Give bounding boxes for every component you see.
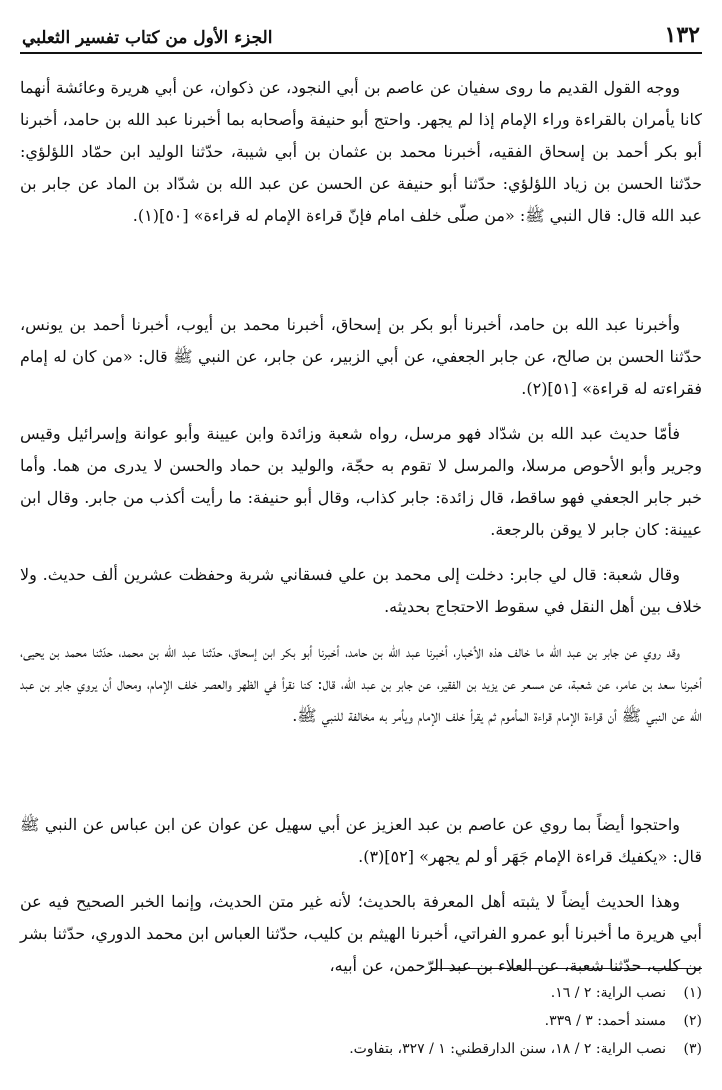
footnote-text: مسند أحمد: ٣ / ٣٣٩. [544,1013,666,1029]
paragraph: واحتجوا أيضاً بما روي عن عاصم بن عبد العزيز عن أبي سهيل عن عوان عن ابن عباس عن النبي ﷺ قال: «يكفيك قراءة الإمام جَهَر أو لم يجهر» [٥٢](٣). [20,815,702,866]
paragraph: فأمّا حديث عبد الله بن شدّاد فهو مرسل، رواه شعبة وزائدة وابن عيينة وأبو عوانة وإسرائيل وقيس وجرير وأبو الأحوص مرسلا، والمرسل لا تقوم به حجّة، والوليد بن حماد والحسن لا يدرى من هما. وأما خبر جابر الجعفي فهو ساقط، قال زائدة: جابر كذاب، وقال أبو حنيفة: ما رأيت أكذب من جابر. وقال ابن عيينة: كان جابر لا يوقن بالرجعة. [20,424,702,539]
footnote [20,979,702,1007]
footnote [20,1007,702,1035]
footnotes [20,968,702,1063]
paragraph: وقال شعبة: قال لي جابر: دخلت إلى محمد بن علي فسقاني شربة وحفظت عشرين ألف حديث. ولا خلاف بين أهل النقل في سقوط الاحتجاج بحديثه. [20,565,702,616]
page-body [20,72,702,982]
footnote-text: نصب الراية: ٢ / ١٦. [550,985,666,1001]
paragraph: وهذا الحديث أيضاً لا يثبته أهل المعرفة بالحديث؛ لأنه غير متن الحديث، وإنما الخبر الصحيح فيه عن أبي هريرة ما أخبرنا أبو عمرو الفراتي، أخبرنا الهيثم بن كليب، حدّثنا العباس ابن محمد الدوري، حدّثنا بشر بن كلب، حدّثنا شعبة، عن العلاء بن عبد الرّحمن، عن أبيه، [20,892,702,975]
footnote [20,1035,702,1063]
footnote-number: (٣) [683,1041,702,1057]
paragraph: ووجه القول القديم ما روى سفيان عن عاصم بن أبي النجود، عن ذكوان، عن أبي هريرة وعائشة أنهما كانا يأمران بالقراءة وراء الإمام إذا لم يجهر. واحتج أبو حنيفة وأصحابه بما أخبرنا عبد الله بن حامد، أخبرنا أبو بكر أحمد بن إسحاق الفقيه، أخبرنا محمد بن عثمان بن أبي شيبة، حدّثنا الوليد ابن حمّاد اللؤلؤي: حدّثنا الحسن بن زياد اللؤلؤي: حدّثنا أبو حنيفة عن الحسن عن عبد الله بن شدّاد بن الماد عن جابر بن عبد الله قال: قال النبي ﷺ: «من صلّى خلف امام فإنّ قراءة الإمام له قراءة» [٥٠](١). [20,78,702,225]
footnote-number: (١) [683,985,702,1001]
footnote-number: (٢) [683,1013,702,1029]
footnote-text: نصب الراية: ٢ / ١٨، سنن الدارقطني: ١ / ٣٢٧، بتفاوت. [349,1041,666,1057]
page-header [20,14,702,54]
page-number: ١٣٢ [664,22,700,48]
running-title: الجزء الأول من كتاب تفسير الثعلبي [22,28,273,48]
footnote-divider [432,968,702,969]
paragraph: وأخبرنا عبد الله بن حامد، أخبرنا أبو بكر بن إسحاق، أخبرنا محمد بن أيوب، أخبرنا أحمد بن يونس، حدّثنا الحسن بن صالح، عن جابر الجعفي، عن أبي الزبير، عن جابر، عن النبي ﷺ قال: «من كان له إمام فقراءته له قراءة» [٥١](٢). [20,315,702,398]
paragraph: وقد روي عن جابر بن عبد الله ما خالف هذه الأخبار، أخبرنا عبد الله بن حامد، أخبرنا أبو بكر ابن إسحاق، حدّثنا عبد الله بن محمد، حدّثنا محمد بن يحيى، أخبرنا سعد بن عامر، عن شعبة، عن مسعر عن يزيد بن الفقير، عن جابر بن عبد الله، قال: كنا نقرأ في الظهر والعصر خلف الإمام، ومحال أن يروي جابر بن عبد الله عن النبي ﷺ أن قراءة الإمام قراءة المأموم ثم يقرأ خلف الإمام ويأمر به مخالفة للنبي ﷺ. [20,642,702,725]
